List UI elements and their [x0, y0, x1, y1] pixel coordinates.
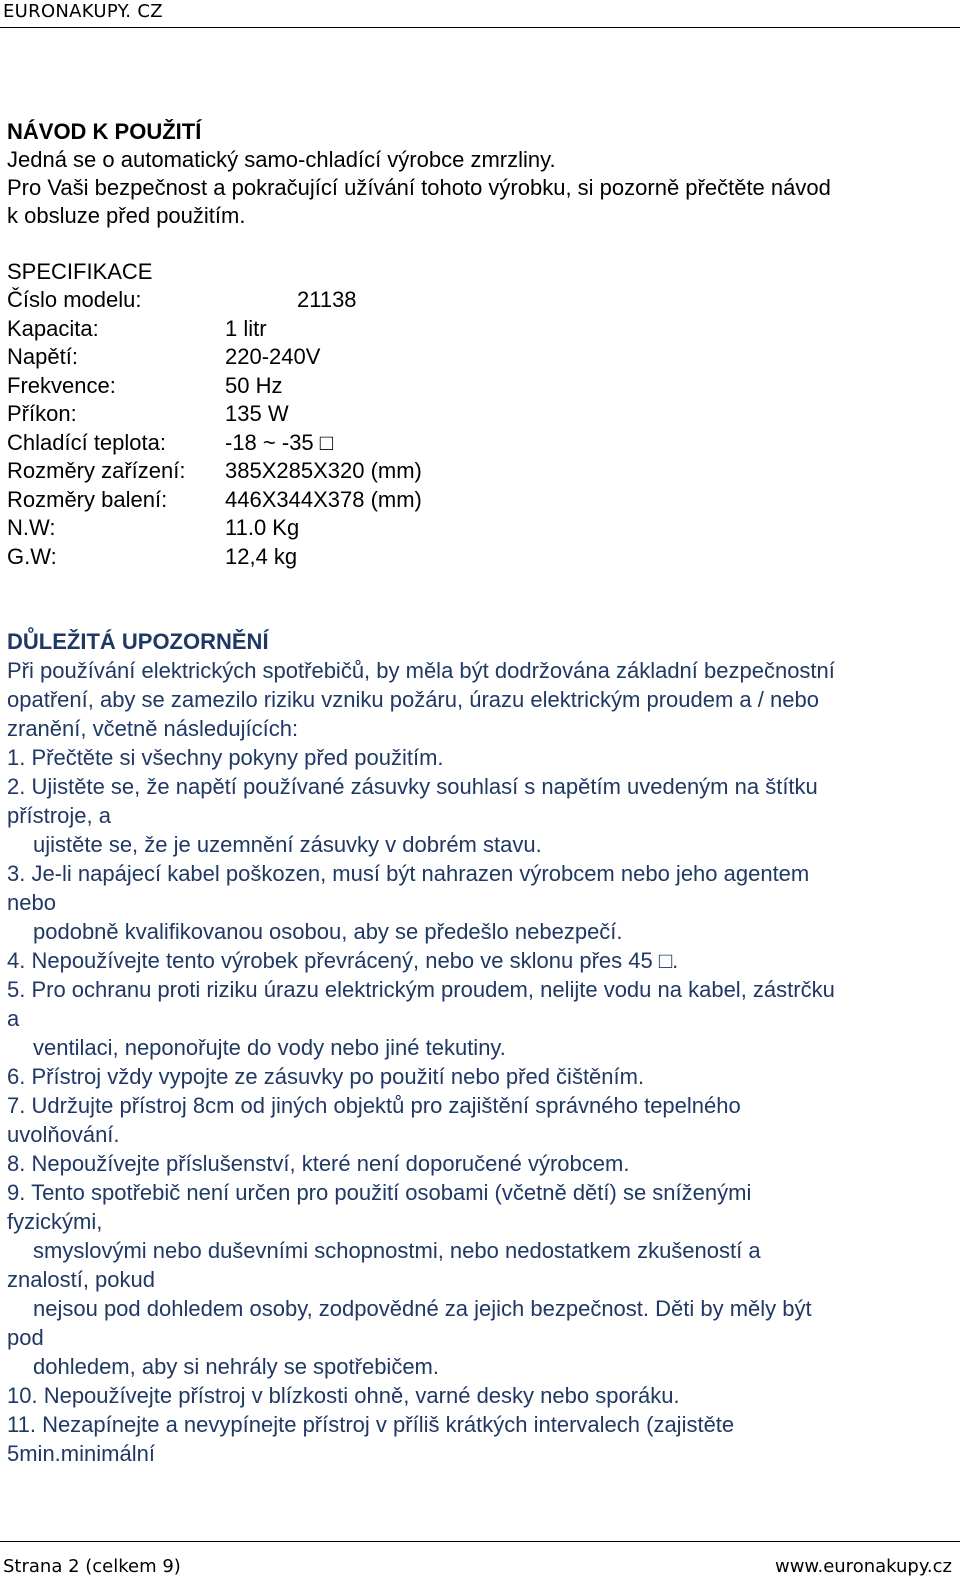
spec-label: Rozměry zařízení: — [7, 458, 186, 483]
spec-value: 385X285X320 (mm) — [225, 458, 422, 483]
warning-line: podobně kvalifikovanou osobou, aby se předešlo nebezpečí. — [33, 919, 623, 944]
warning-line: nebo — [7, 890, 56, 915]
spec-value: -18 ~ -35 □ — [225, 429, 334, 455]
warning-line: smyslovými nebo duševními schopnostmi, nebo nedostatkem zkušeností a — [33, 1238, 761, 1263]
spec-value: 11.0 Kg — [225, 515, 300, 540]
spec-value: 446X344X378 (mm) — [225, 486, 422, 512]
spec-value: 12,4 kg — [225, 543, 298, 569]
spec-label: Chladící teplota: — [7, 429, 166, 455]
warning-line: dohledem, aby si nehrály se spotřebičem. — [33, 1354, 439, 1379]
spacer — [7, 230, 952, 258]
intro-line: Jedná se o automatický samo-chladící výrobce zmrzliny. — [7, 147, 556, 172]
warning-item: 3. Je-li napájecí kabel poškozen, musí být nahrazen výrobcem nebo jeho agentem — [7, 861, 810, 886]
warning-line: ventilaci, neponořujte do vody nebo jiné tekutiny. — [33, 1035, 506, 1060]
spec-value: 1 litr — [225, 315, 267, 341]
spec-label: Příkon: — [7, 401, 77, 426]
warning-line: 5min.minimální — [7, 1441, 155, 1466]
spec-row — [7, 429, 952, 458]
warning-line: ujistěte se, že je uzemnění zásuvky v dobrém stavu. — [33, 832, 542, 857]
header-divider — [0, 27, 960, 28]
warning-line: a — [7, 1006, 20, 1031]
spec-label: Frekvence: — [7, 372, 116, 398]
spec-value: 21138 — [297, 287, 357, 312]
warnings-title: DŮLEŽITÁ UPOZORNĚNÍ — [7, 629, 269, 654]
spec-label: N.W: — [7, 515, 56, 540]
warnings-section — [7, 627, 952, 1468]
warning-item: 5. Pro ochranu proti riziku úrazu elektrickým proudem, nelijte vodu na kabel, zástrčku — [7, 977, 835, 1002]
warning-item: 6. Přístroj vždy vypojte ze zásuvky po použití nebo před čištěním. — [7, 1064, 645, 1089]
warning-item: 1. Přečtěte si všechny pokyny před použitím. — [7, 745, 444, 770]
warning-line: uvolňování. — [7, 1122, 120, 1147]
spec-value: 220-240V — [225, 344, 321, 369]
warning-item: 9. Tento spotřebič není určen pro použití osobami (včetně dětí) se sníženými — [7, 1180, 752, 1205]
spec-label: Kapacita: — [7, 315, 99, 341]
spec-row — [7, 343, 952, 372]
footer-divider — [0, 1541, 960, 1542]
warning-item: 4. Nepoužívejte tento výrobek převrácený, nebo ve sklonu přes 45 □. — [7, 948, 679, 973]
spec-label: Rozměry balení: — [7, 486, 168, 512]
specs-section — [7, 258, 952, 571]
spec-row — [7, 372, 952, 401]
page-number: Strana 2 (celkem 9) — [3, 1556, 181, 1577]
intro-line: Pro Vaši bezpečnost a pokračující užívání tohoto výrobku, si pozorně přečtěte návod — [7, 175, 831, 200]
manual-title: NÁVOD K POUŽITÍ — [7, 119, 202, 144]
warning-item: 10. Nepoužívejte přístroj v blízkosti ohně, varné desky nebo sporáku. — [7, 1383, 680, 1408]
page-header — [0, 0, 960, 30]
warning-line: Při používání elektrických spotřebičů, by měla být dodržována základní bezpečnostní — [7, 658, 835, 683]
spec-label: Napětí: — [7, 344, 78, 369]
warning-item: 11. Nezapínejte a nevypínejte přístroj v příliš krátkých intervalech (zajistěte — [7, 1412, 735, 1437]
brand-name: EURONAKUPY. CZ — [3, 1, 163, 22]
spacer — [7, 571, 952, 627]
spec-row — [7, 315, 952, 344]
spec-value: 50 Hz — [225, 372, 283, 398]
spec-label: G.W: — [7, 543, 57, 569]
warning-line: pod — [7, 1325, 44, 1350]
page-footer — [0, 1541, 960, 1589]
spec-row — [7, 286, 952, 315]
warning-line: nejsou pod dohledem osoby, zodpovědné za jejich bezpečnost. Děti by měly být — [33, 1296, 812, 1321]
intro-line: k obsluze před použitím. — [7, 203, 246, 228]
spec-row — [7, 457, 952, 486]
warning-line: fyzickými, — [7, 1209, 103, 1234]
warning-line: opatření, aby se zamezilo riziku vzniku požáru, úrazu elektrickým proudem a / nebo — [7, 687, 819, 712]
spec-row — [7, 486, 952, 515]
spec-row — [7, 400, 952, 429]
document-body — [7, 118, 952, 1468]
warning-line: přístroje, a — [7, 803, 111, 828]
warning-line: zranění, včetně následujících: — [7, 716, 299, 741]
warning-line: znalostí, pokud — [7, 1267, 155, 1292]
website-link[interactable]: www.euronakupy.cz — [774, 1556, 952, 1577]
warning-item: 8. Nepoužívejte příslušenství, které není doporučené výrobcem. — [7, 1151, 630, 1176]
spec-value: 135 W — [225, 401, 289, 426]
intro-section — [7, 118, 952, 230]
specs-title: SPECIFIKACE — [7, 259, 153, 284]
warning-item: 7. Udržujte přístroj 8cm od jiných objektů pro zajištění správného tepelného — [7, 1093, 741, 1118]
spec-row — [7, 543, 952, 572]
spec-label: Číslo modelu: — [7, 287, 142, 312]
warning-item: 2. Ujistěte se, že napětí používané zásuvky souhlasí s napětím uvedeným na štítku — [7, 774, 818, 799]
spec-row — [7, 514, 952, 543]
